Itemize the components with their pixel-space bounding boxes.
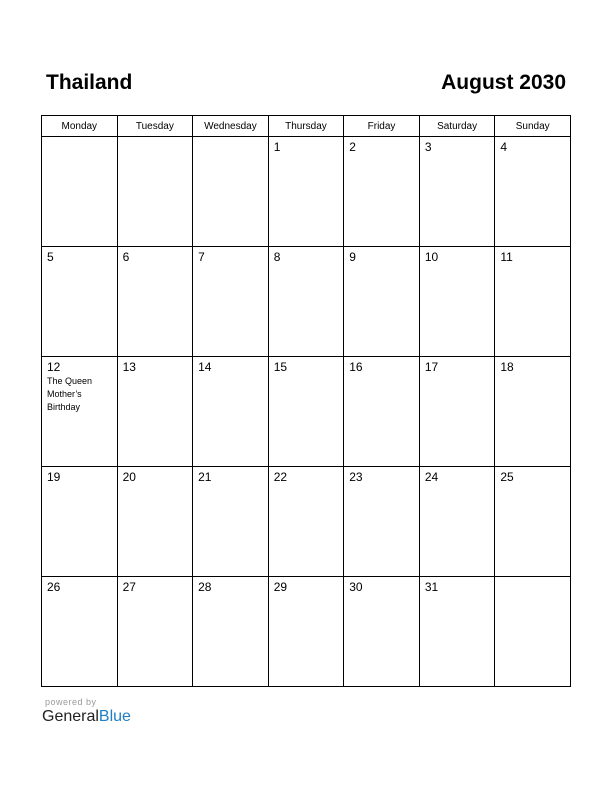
day-cell bbox=[344, 577, 420, 687]
week-row bbox=[42, 247, 571, 357]
day-cell bbox=[344, 467, 420, 577]
day-cell bbox=[495, 137, 571, 247]
day-number: 3 bbox=[424, 140, 432, 154]
day-number: 2 bbox=[349, 140, 356, 154]
day-cell bbox=[193, 137, 269, 247]
brand-blue-text: Blue bbox=[98, 708, 131, 725]
day-cell bbox=[42, 467, 118, 577]
day-cell bbox=[268, 247, 344, 357]
day-cell bbox=[42, 357, 118, 467]
day-cell bbox=[193, 357, 269, 467]
weekday-header: Sunday bbox=[495, 116, 571, 137]
day-cell bbox=[268, 467, 344, 577]
powered-by-text: powered by bbox=[45, 697, 97, 707]
generalblue-logo[interactable] bbox=[42, 708, 131, 726]
day-number: 12 bbox=[47, 360, 61, 374]
week-row bbox=[42, 357, 571, 467]
day-cell bbox=[268, 577, 344, 687]
day-cell bbox=[193, 467, 269, 577]
week-row bbox=[42, 577, 571, 687]
day-number bbox=[42, 137, 117, 140]
day-cell bbox=[268, 137, 344, 247]
day-cell bbox=[193, 577, 269, 687]
brand-general-text: General bbox=[42, 708, 99, 725]
day-number: 30 bbox=[349, 580, 363, 594]
day-number: 8 bbox=[273, 250, 281, 264]
day-number: 14 bbox=[198, 360, 212, 374]
holiday-label: The Queen Mother’s Birthday bbox=[47, 376, 93, 412]
day-cell bbox=[344, 137, 420, 247]
day-number: 18 bbox=[500, 360, 514, 374]
day-number bbox=[495, 577, 570, 580]
day-number bbox=[193, 137, 268, 140]
week-row bbox=[42, 467, 571, 577]
day-number: 24 bbox=[424, 470, 439, 484]
day-number: 7 bbox=[198, 250, 205, 264]
day-number: 27 bbox=[122, 580, 136, 594]
day-cell bbox=[117, 467, 193, 577]
day-cell bbox=[117, 357, 193, 467]
day-cell bbox=[42, 577, 118, 687]
day-number: 20 bbox=[122, 470, 136, 484]
day-number: 26 bbox=[47, 580, 61, 594]
day-number: 28 bbox=[198, 580, 212, 594]
day-number: 25 bbox=[500, 470, 514, 484]
weekday-header: Wednesday bbox=[193, 116, 269, 137]
day-number: 19 bbox=[47, 470, 61, 484]
day-number: 23 bbox=[349, 470, 363, 484]
day-number: 5 bbox=[47, 250, 54, 264]
day-number: 21 bbox=[198, 470, 212, 484]
day-cell bbox=[419, 137, 495, 247]
weekday-header: Tuesday bbox=[117, 116, 193, 137]
day-cell bbox=[117, 247, 193, 357]
day-number: 15 bbox=[273, 360, 288, 374]
day-number bbox=[118, 137, 193, 140]
day-cell bbox=[419, 247, 495, 357]
day-number: 1 bbox=[273, 140, 281, 154]
day-number: 22 bbox=[273, 470, 288, 484]
day-cell bbox=[419, 577, 495, 687]
day-number: 16 bbox=[349, 360, 363, 374]
day-cell bbox=[495, 357, 571, 467]
day-cell bbox=[117, 577, 193, 687]
day-number: 9 bbox=[349, 250, 356, 264]
weekday-header: Monday bbox=[42, 116, 118, 137]
day-number: 17 bbox=[424, 360, 439, 374]
country-title: Thailand bbox=[46, 71, 133, 94]
day-cell bbox=[268, 357, 344, 467]
week-row bbox=[42, 137, 571, 247]
day-cell bbox=[42, 247, 118, 357]
day-cell bbox=[495, 247, 571, 357]
day-cell bbox=[117, 137, 193, 247]
day-number: 10 bbox=[424, 250, 439, 264]
calendar-grid bbox=[41, 115, 571, 687]
day-number: 29 bbox=[273, 580, 288, 594]
day-number: 4 bbox=[500, 140, 508, 154]
day-cell bbox=[344, 357, 420, 467]
weekday-header: Thursday bbox=[268, 116, 344, 137]
weekday-header: Friday bbox=[344, 116, 420, 137]
day-number: 11 bbox=[500, 250, 513, 264]
day-cell bbox=[42, 137, 118, 247]
weekday-header: Saturday bbox=[419, 116, 495, 137]
day-cell bbox=[495, 577, 571, 687]
day-number: 13 bbox=[122, 360, 136, 374]
day-cell bbox=[419, 467, 495, 577]
day-cell bbox=[495, 467, 571, 577]
day-number: 31 bbox=[424, 580, 439, 594]
day-cell bbox=[344, 247, 420, 357]
weekday-header-row bbox=[42, 116, 571, 137]
day-cell bbox=[419, 357, 495, 467]
day-number: 6 bbox=[122, 250, 130, 264]
day-cell bbox=[193, 247, 269, 357]
month-year-title: August 2030 bbox=[441, 71, 566, 94]
